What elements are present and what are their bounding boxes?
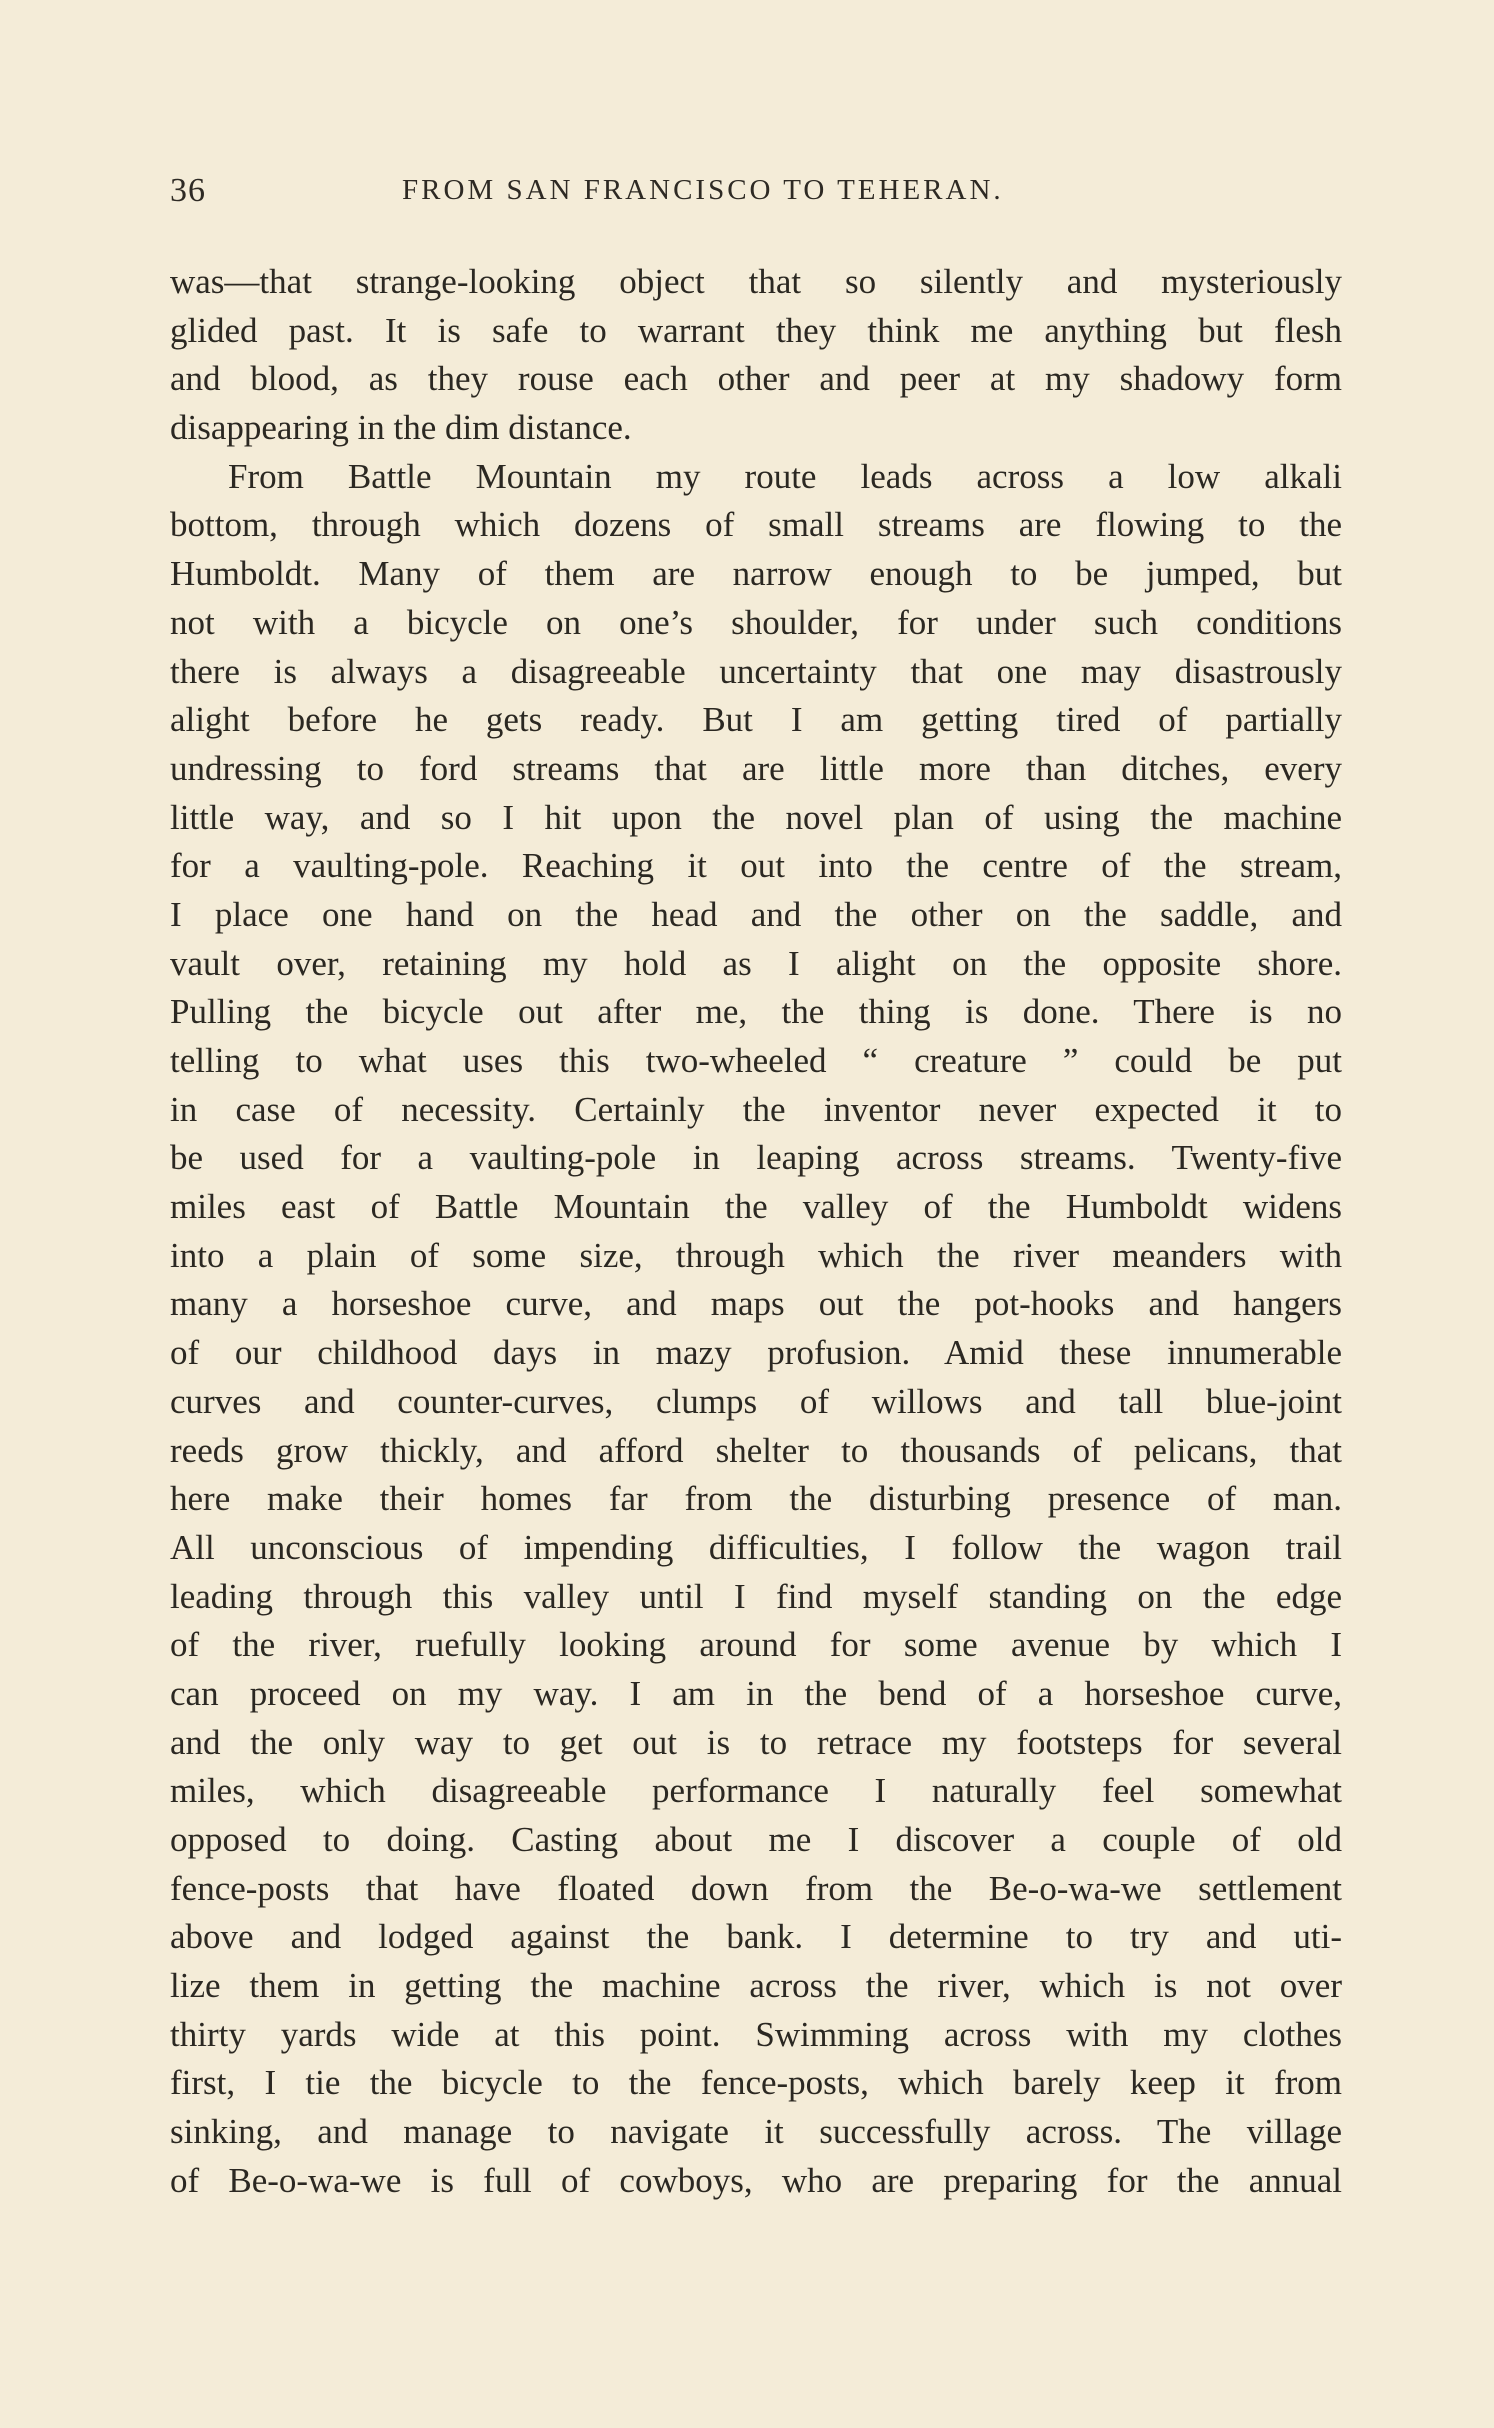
- text-line: into a plain of some size, through which the river meanders with: [170, 1235, 1342, 1275]
- page-number: 36: [170, 172, 206, 209]
- text-line: for a vaulting-pole. Reaching it out into the centre of the stream,: [170, 846, 1342, 886]
- text-line: not with a bicycle on one’s shoulder, for under such conditions: [170, 602, 1342, 642]
- text-line: vault over, retaining my hold as I alight on the opposite shore.: [170, 943, 1342, 983]
- text-line: little way, and so I hit upon the novel plan of using the machine: [170, 797, 1342, 837]
- text-line: of Be-o-wa-we is full of cowboys, who are preparing for the annual: [170, 2160, 1342, 2200]
- text-line: of our childhood days in mazy profusion. Amid these innumerable: [170, 1333, 1342, 1373]
- text-line: leading through this valley until I find myself standing on the edge: [170, 1576, 1342, 1616]
- text-line: undressing to ford streams that are little more than ditches, every: [170, 748, 1342, 788]
- text-line: fence-posts that have floated down from the Be-o-wa-we settlement: [170, 1868, 1342, 1908]
- body-text: [170, 258, 1342, 2206]
- text-line: many a horseshoe curve, and maps out the pot-hooks and hangers: [170, 1284, 1342, 1324]
- text-line: in case of necessity. Certainly the inventor never expected it to: [170, 1089, 1342, 1129]
- text-line: All unconscious of impending difficulties, I follow the wagon trail: [170, 1527, 1342, 1567]
- text-line: was—that strange-looking object that so silently and mysteriously: [170, 262, 1342, 301]
- text-line: lize them in getting the machine across the river, which is not over: [170, 1966, 1342, 2006]
- text-line: above and lodged against the bank. I determine to try and uti-: [170, 1917, 1342, 1957]
- text-line: be used for a vaulting-pole in leaping across streams. Twenty-five: [170, 1138, 1342, 1178]
- text-line: curves and counter-curves, clumps of willows and tall blue-joint: [170, 1381, 1342, 1421]
- text-line: glided past. It is safe to warrant they think me anything but flesh: [170, 310, 1342, 350]
- text-line: thirty yards wide at this point. Swimming across with my clothes: [170, 2014, 1342, 2054]
- text-line: From Battle Mountain my route leads across a low alkali: [228, 456, 1342, 496]
- text-line: telling to what uses this two-wheeled “ creature ” could be put: [170, 1041, 1342, 1080]
- text-line: first, I tie the bicycle to the fence-posts, which barely keep it from: [170, 2063, 1342, 2103]
- text-line: disappearing in the dim distance.: [170, 408, 632, 448]
- text-line: alight before he gets ready. But I am getting tired of partially: [170, 700, 1342, 740]
- text-line: of the river, ruefully looking around for some avenue by which I: [170, 1625, 1342, 1665]
- text-line: can proceed on my way. I am in the bend of a horseshoe curve,: [170, 1673, 1342, 1713]
- running-head: FROM SAN FRANCISCO TO TEHERAN.: [402, 174, 1004, 206]
- text-line: Pulling the bicycle out after me, the thing is done. There is no: [170, 992, 1342, 1032]
- text-line: sinking, and manage to navigate it successfully across. The village: [170, 2112, 1342, 2152]
- text-line: miles, which disagreeable performance I naturally feel somewhat: [170, 1771, 1342, 1811]
- text-line: miles east of Battle Mountain the valley of the Humboldt widens: [170, 1187, 1342, 1227]
- text-line: and the only way to get out is to retrace my footsteps for several: [170, 1722, 1342, 1762]
- text-line: reeds grow thickly, and afford shelter to thousands of pelicans, that: [170, 1430, 1342, 1470]
- text-line: opposed to doing. Casting about me I discover a couple of old: [170, 1820, 1342, 1859]
- text-line: there is always a disagreeable uncertainty that one may disastrously: [170, 651, 1342, 691]
- text-line: Humboldt. Many of them are narrow enough to be jumped, but: [170, 554, 1342, 594]
- text-line: bottom, through which dozens of small streams are flowing to the: [170, 505, 1342, 545]
- text-line: I place one hand on the head and the other on the saddle, and: [170, 894, 1342, 934]
- text-line: here make their homes far from the disturbing presence of man.: [170, 1479, 1342, 1519]
- page-header: [170, 172, 1342, 220]
- text-line: and blood, as they rouse each other and peer at my shadowy form: [170, 359, 1342, 399]
